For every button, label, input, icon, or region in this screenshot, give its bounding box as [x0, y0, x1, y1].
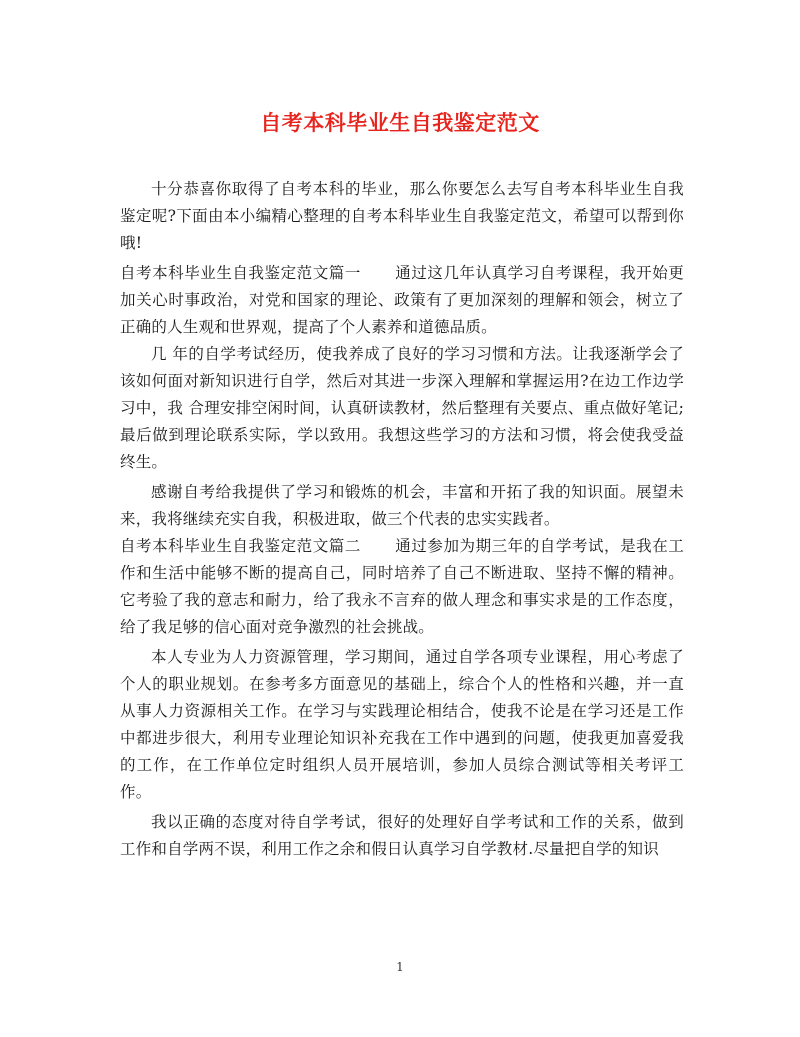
section2-heading: 自考本科毕业生自我鉴定范文篇二 [120, 537, 361, 555]
document-title: 自考本科毕业生自我鉴定范文 [260, 110, 540, 135]
section2-first-text: 通过参加为期三年的自学考试，是我在工作和生活中能够不断的提高自己，同时培养了自己不断进取、坚持不懈的精神。它考验了我的意志和耐力，给了我永不言弃的做人理念和事实求是的工作态度，给了我足够的信心面对竞争激烈的社会挑战。 [120, 537, 684, 636]
section2-paragraph-1: 本人专业为人力资源管理，学习期间，通过自学各项专业课程，用心考虑了个人的职业规划。在参考多方面意见的基础上，综合个人的性格和兴趣，并一直从事人力资源相关工作。在学习与实践理论相结合，使我不论是在学习还是工作中都进步很大，利用专业理论知识补充我在工作中遇到的问题，使我更加喜爱我的工作，在工作单位定时组织人员开展培训，参加人员综合测试等相关考评工作。 [120, 648, 684, 801]
section1-first-paragraph [120, 260, 684, 341]
section1-paragraph-2: 感谢自考给我提供了学习和锻炼的机会，丰富和开拓了我的知识面。展望未来，我将继续充实自我，积极进取，做三个代表的忠实实践者。 [120, 483, 684, 528]
section1-heading: 自考本科毕业生自我鉴定范文篇一 [120, 264, 361, 282]
intro-paragraph: 十分恭喜你取得了自考本科的毕业，那么你要怎么去写自考本科毕业生自我鉴定呢?下面由本小编精心整理的自考本科毕业生自我鉴定范文，希望可以帮到你哦! [120, 180, 684, 252]
section1-paragraph-1: 几 年的自学考试经历，使我养成了良好的学习习惯和方法。让我逐渐学会了该如何面对新知识进行自学，然后对其进一步深入理解和掌握运用?在边工作边学习中，我 合理安排空闲时间，认真研读教材，然后整理有关要点、重点做好笔记;最后做到理论联系实际，学以致用。我想这些学习的方法和习惯，将会使我受益终生。 [120, 345, 684, 471]
document-body [120, 176, 684, 866]
page-number: 1 [396, 960, 404, 974]
section2-paragraph-2: 我以正确的态度对待自学考试，很好的处理好自学考试和工作的关系，做到工作和自学两不误，利用工作之余和假日认真学习自学教材.尽量把自学的知识 [120, 813, 684, 858]
section1-first-text: 通过这几年认真学习自考课程，我开始更加关心时事政治，对党和国家的理论、政策有了更加深刻的理解和领会，树立了正确的人生观和世界观，提高了个人素养和道德品质。 [120, 264, 684, 336]
section2-first-paragraph [120, 533, 684, 641]
